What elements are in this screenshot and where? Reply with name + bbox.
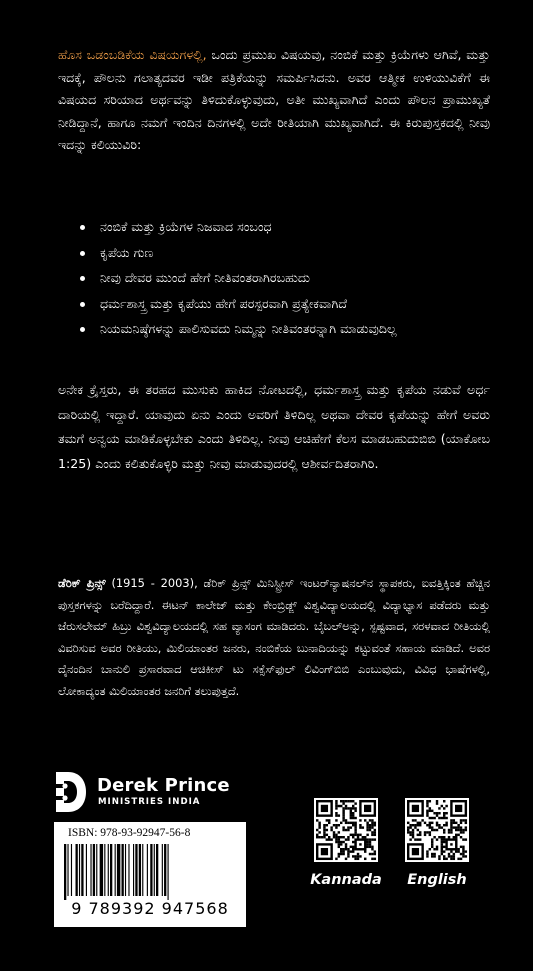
- intro-text: ಒಂದು ಪ್ರಮುಖ ವಿಷಯವು, ನಂಬಿಕೆ ಮತ್ತು ಕ್ರಿಯೆಗಳು ಆಗಿವೆ, ಮತ್ತು ಇದಕ್ಕೆ, ಪೌಲನು ಗಲಾತ್ಯದವರ ಇಡೀ ಪತ್ರಿಕೆಯನ್ನು ಸಮರ್ಪಿಸಿದನು. ಅವರ ಆತ್ಮೀಕ ಉಳಿಯುವಿಕೆಗೆ ಈ ವಿಷಯದ ಸರಿಯಾದ ಅರ್ಥವನ್ನು ತಿಳಿದುಕೊಳ್ಳುವುದು, ಅತೀ ಮುಖ್ಯವಾಗಿದೆ ಎಂದು ಪೌಲನ ಪ್ರಾಮುಖ್ಯತೆ ನೀಡಿದ್ದಾನೆ, ಹಾಗೂ ನಮಗೆ ಇಂದಿನ ದಿನಗಳಲ್ಲಿ ಅದೇ ರೀತಿಯಾಗಿ ಮುಖ್ಯವಾಗಿದೆ. ಈ ಕಿರುಪುಸ್ತಕದಲ್ಲಿ ನೀವು ಇದನ್ನು ಕಲಿಯುವಿರಿ:: [58, 47, 490, 153]
- summary-paragraph: ಅನೇಕ ಕ್ರೈಸ್ತರು, ಈ ತರಹದ ಮುಸುಕು ಹಾಕಿದ ನೋಟದಲ್ಲಿ, ಧರ್ಮಶಾಸ್ತ್ರ ಮತ್ತು ಕೃಪೆಯ ನಡುವೆ ಅರ್ಧ ದಾರಿಯಲ್ಲಿ ಇದ್ದಾರೆ. ಯಾವುದು ಏನು ಎಂದು ಅವರಿಗೆ ತಿಳಿದಿಲ್ಲ ಅಥವಾ ದೇವರ ಕೃಪೆಯನ್ನು ಹೇಗೆ ಅವರು ತಮಗೆ ಅನ್ವಯ ಮಾಡಿಕೊಳ್ಳಬೇಕು ಎಂದು ತಿಳಿದಿಲ್ಲ. ನೀವು ಆಚಿಹೇಗೆ ಕೆಲಸ ಮಾಡಬಹುದುಬಿಬಿ (ಯಾಕೋಬ 1:25) ಎಂದು ಕಲಿತುಕೊಳ್ಳಿರಿ ಮತ್ತು ನೀವು ಮಾಡುವುದರಲ್ಲಿ ಆಶೀರ್ವದಿತರಾಗಿರಿ.: [58, 382, 490, 471]
- qr-code-icon: [314, 798, 378, 862]
- qr-label-kannada: Kannada: [310, 872, 382, 888]
- logo-title: Derek Prince: [97, 775, 230, 796]
- topic-list: [80, 216, 500, 344]
- barcode-digits: 9 789392 947568: [71, 899, 229, 918]
- logo-subtitle: MINISTRIES INDIA: [98, 797, 201, 807]
- topic-item: ಕೃಪೆಯ ಗುಣ: [80, 242, 500, 264]
- qr-code-kannada[interactable]: [314, 798, 378, 862]
- qr-label-english: English: [407, 872, 467, 888]
- isbn-label: ISBN: 978-93-92947-56-8: [68, 827, 191, 839]
- author-bio-text: (1915 - 2003), ಡೆರಿಕ್ ಪ್ರಿನ್ಸ್ ಮಿನಿಸ್ಟ್ರೀಸ್ ಇಂಟರ್‌ನ್ಯಾಷನಲ್‌ನ ಸ್ಥಾಪಕರು, ಐವತ್ತಿಕ್ಕಿಂತ ಹೆಚ್ಚಿನ ಪುಸ್ತಕಗಳನ್ನು ಬರೆದಿದ್ದಾರೆ. ಈಟನ್ ಕಾಲೇಜ್ ಮತ್ತು ಕೇಂಬ್ರಿಡ್ಜ್ ವಿಶ್ವವಿದ್ಯಾಲಯದಲ್ಲಿ ವಿದ್ಯಾಭ್ಯಾಸ ಪಡೆದರು ಮತ್ತು ಜೆರುಸಲೇಮ್ ಹಿಬ್ರು ವಿಶ್ವವಿದ್ಯಾಲಯದಲ್ಲಿ ಸಹ ವ್ಯಾಸಂಗ ಮಾಡಿದರು. ಬೈಬಲ್‌ಅನ್ನು, ಸ್ಪಷ್ಟವಾದ, ಸರಳವಾದ ರೀತಿಯಲ್ಲಿ ವಿವರಿಸುವ ಅವರ ರೀತಿಯು, ಮಿಲಿಯಾಂತರ ಜನರು, ನಂಬಿಕೆಯ ಬುನಾದಿಯನ್ನು ಕಟ್ಟುವಂತೆ ಸಹಾಯ ಮಾಡಿದೆ. ಅವರ ದೈನಂದಿನ ಬಾನುಲಿ ಪ್ರಸಾರವಾದ ಆಚಿಕೀಸ್ ಟು ಸಕ್ಸೆಸ್‌ಫುಲ್ ಲಿವಿಂಗ್‌ಬಿಬಿ ಎಂಬುವುದು, ವಿವಿಧ ಭಾಷೆಗಳಲ್ಲಿ, ಲೋಕಾದ್ಯಂತ ಮಿಲಿಯಾಂತರ ಜನರಿಗೆ ತಲುಪುತ್ತದೆ.: [58, 576, 490, 698]
- topic-item: ನಿಯಮನಿಷ್ಠೆಗಳನ್ನು ಪಾಲಿಸುವದು ನಿಮ್ಮನ್ನು ನೀತಿವಂತರನ್ನಾಗಿ ಮಾಡುವುದಿಲ್ಲ: [80, 318, 500, 340]
- author-bio: [58, 573, 490, 703]
- qr-code-english[interactable]: [405, 798, 469, 862]
- isbn-barcode: [54, 822, 246, 927]
- topic-item: ನೀವು ದೇವರ ಮುಂದೆ ಹೇಗೆ ನೀತಿವಂತರಾಗಿರಬಹುದು: [80, 267, 500, 289]
- author-name: ಡೆರಿಕ್ ಪ್ರಿನ್ಸ್: [58, 576, 106, 590]
- dpm-logo-mark-icon: [52, 770, 88, 814]
- intro-paragraph: [58, 44, 490, 157]
- publisher-logo: [52, 770, 292, 814]
- intro-lead: ಹೊಸ ಒಡಂಬಡಿಕೆಯ ವಿಷಯಗಳಲ್ಲಿ,: [58, 47, 207, 62]
- topic-item: ಧರ್ಮಶಾಸ್ತ್ರ ಮತ್ತು ಕೃಪೆಯು ಹೇಗೆ ಪರಸ್ಪರವಾಗಿ ಪ್ರತ್ಯೇಕವಾಗಿದೆ: [80, 293, 500, 315]
- topic-item: ನಂಬಿಕೆ ಮತ್ತು ಕ್ರಿಯೆಗಳ ನಿಜವಾದ ಸಂಬಂಧ: [80, 216, 500, 238]
- qr-code-icon: [405, 798, 469, 862]
- barcode-bars: [60, 844, 240, 900]
